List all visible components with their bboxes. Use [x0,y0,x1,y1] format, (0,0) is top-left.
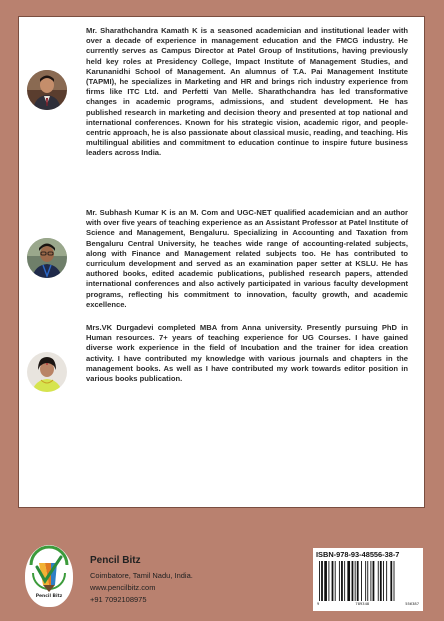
author-photo-subhash [27,238,67,278]
author-bio-subhash: Mr. Subhash Kumar K is an M. Com and UGC-NET qualified academician and an author with over five years of teaching experience as an Assistant Professor at Patel Institute of Science and Management, Bengaluru. Specializing in Accounting and Taxation from Bengaluru Central University, he teaches wide range of accounting-related subjects, along with Finance and Management related subjects too. He has contributed to curriculum development and served as an examination paper setter at KSLU. He has authored books, edited academic publications, published research papers, attended international conferences and also actively participated in various faculty development programs, reflecting his commitment to innovation, faculty growth, and academic excellence. [86,208,408,309]
barcode-digit-lead: 9 [317,601,320,606]
logo-text: Pencil Bitz [35,594,63,599]
author-photo-sharathchandra [27,70,67,110]
author-bio-durgadevi: Mrs.VK Durgadevi completed MBA from Anna university. Presently pursuing PhD in Human resources. 7+ years of teaching experience for UG Courses. I have gained diverse work experience in the field of Incubation and the trainer for idea creation activity. I have contributed my knowledge with various journals and chapters in the management books. As well as I have contributed my work towards editor position in various books publication. [86,323,408,384]
barcode-icon [317,561,419,601]
pencil-logo-icon [25,545,73,595]
publisher-website: www.pencilbitz.com [90,583,156,592]
author-photo-durgadevi [27,352,67,392]
isbn-label: ISBN-978-93-48556-38-7 [316,550,400,559]
author-bio-sharathchandra: Mr. Sharathchandra Kamath K is a seasoned academician and institutional leader with over a decade of experience in management education and the FMCG industry. He currently serves as Campus Director at Patel Group of Institutions, having previously held key roles at Presidency College, Impact Institute of Management Studies, and Karunanidhi School of Management. An alumnus of T.A. Pai Management Institute (TAPMI), he specializes in Marketing and HR and brings rich industry experience from firms like ITC Ltd. and Perfetti Van Melle. Sharathchandra has led transformative changes in academic programs, admissions, and student development. He has published research in marketing and decision theory and presented at top national and international conferences. Known for his strategic vision, academic rigor, and people-centric approach, he is also passionate about classical music, reading, and teaching. His multilingual abilities and commitment to education continue to inspire future business leaders across India. [86,26,408,158]
isbn-barcode-box [313,548,423,611]
barcode-digits [317,601,419,606]
publisher-phone: +91 7092108975 [90,595,147,604]
publisher-logo [25,545,73,607]
publisher-name: Pencil Bitz [90,555,141,566]
barcode-digits-left: 789348 [355,601,370,606]
barcode-digits-right: 556387 [405,601,419,606]
publisher-location: Coimbatore, Tamil Nadu, India. [90,571,193,580]
